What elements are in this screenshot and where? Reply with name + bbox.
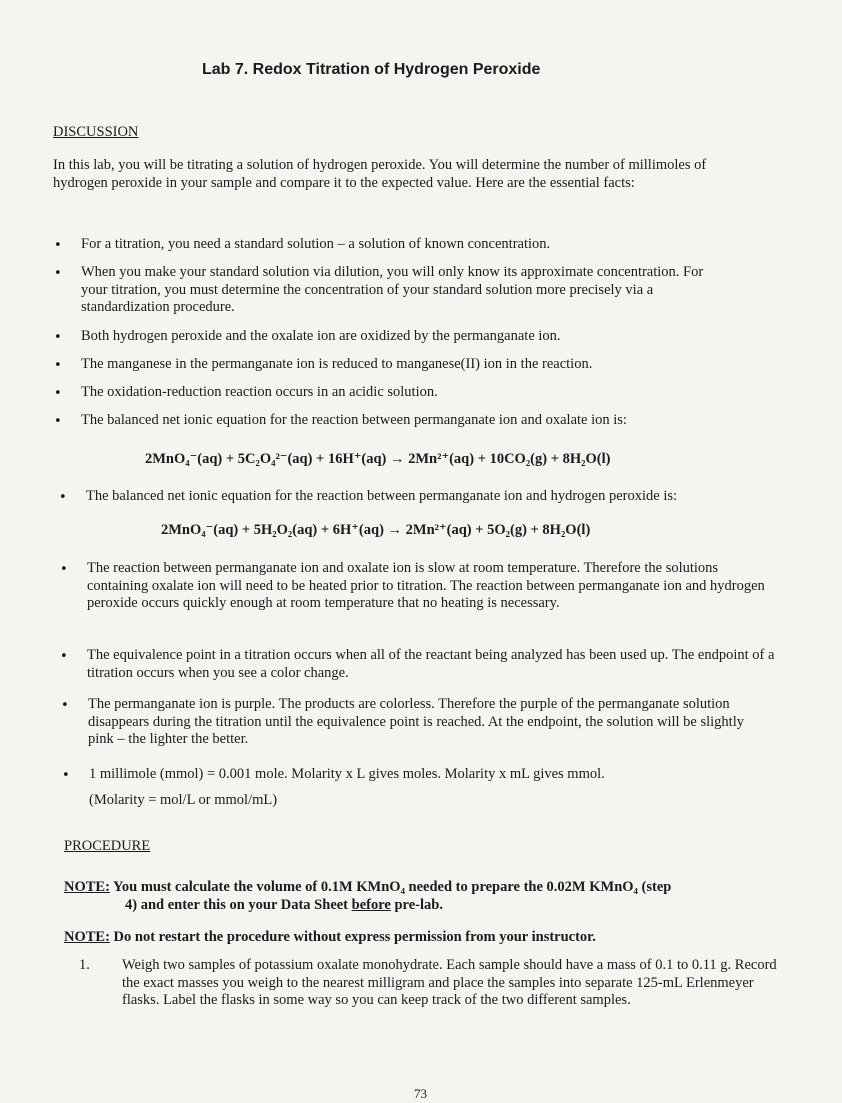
note-label: NOTE: xyxy=(64,879,110,895)
bullet-icon: • xyxy=(60,649,68,664)
note-text: 4) and enter this on your Data Sheet xyxy=(125,896,352,913)
document-title: Lab 7. Redox Titration of Hydrogen Peroxide xyxy=(202,61,541,78)
step-text: Weigh two samples of potassium oxalate monohydrate. Each sample should have a mass of 0.1 to 0.11 g. Record the exact masses you weigh to the nearest milligram and place the samples into separate 125-mL Erlenmeyer flasks. Label the flasks in some way so you can keep track of the two different samples. xyxy=(122,957,777,1008)
bullet-text: When you make your standard solution via dilution, you will only know its approximate concentration. For your titration, you must determine the concentration of your standard solution more precisely via a standardization procedure. xyxy=(81,264,704,315)
bullet-item xyxy=(61,696,760,749)
bullet-text: The permanganate ion is purple. The products are colorless. Therefore the purple of the permanganate solution disappears during the titration until the equivalence point is reached. At the endpoint, the solution will be slightly pink – the lighter the better. xyxy=(88,696,744,747)
step-number: 1. xyxy=(79,957,90,973)
bullet-item xyxy=(60,647,777,682)
note-label: NOTE: xyxy=(64,929,110,945)
bullet-item xyxy=(62,766,779,784)
note-text: Do not restart the procedure without express permission from your instructor. xyxy=(113,929,596,945)
bullet-icon: • xyxy=(61,698,69,713)
bullet-icon: • xyxy=(54,266,62,281)
bullet-text: Both hydrogen peroxide and the oxalate ion are oxidized by the permanganate ion. xyxy=(81,328,561,344)
bullet-text: The balanced net ionic equation for the reaction between permanganate ion and oxalate ion is: xyxy=(81,412,627,428)
molarity-note: (Molarity = mol/L or mmol/mL) xyxy=(89,792,278,808)
note-prelab xyxy=(64,879,784,914)
note-restart xyxy=(64,929,784,947)
bullet-text: The oxidation-reduction reaction occurs in an acidic solution. xyxy=(81,384,438,400)
page-number: 73 xyxy=(414,1086,427,1101)
bullet-text: The reaction between permanganate ion and oxalate ion is slow at room temperature. Therefore the solutions containing oxalate ion will need to be heated prior to titration. The reaction between permanganate ion and hydrogen peroxide occurs quickly enough at room temperature that no heating is necessary. xyxy=(87,560,765,611)
equation-peroxide: 2MnO₄⁻(aq) + 5H₂O₂(aq) + 6H⁺(aq) → 2Mn²⁺(aq) + 5O₂(g) + 8H₂O(l) xyxy=(161,522,591,538)
bullet-item xyxy=(54,384,771,402)
bullet-text: The balanced net ionic equation for the reaction between permanganate ion and hydrogen peroxide is: xyxy=(86,488,678,504)
bullet-item xyxy=(59,488,776,506)
bullet-icon: • xyxy=(54,414,62,429)
bullet-icon: • xyxy=(54,238,62,253)
intro-paragraph: In this lab, you will be titrating a solution of hydrogen peroxide. You will determine the number of millimoles of hydrogen peroxide in your sample and compare it to the expected value. Here are the essential facts: xyxy=(53,157,707,191)
bullet-item xyxy=(54,356,771,374)
bullet-item xyxy=(60,560,767,613)
bullet-item xyxy=(54,328,771,346)
bullet-item xyxy=(54,236,771,254)
bullet-text: 1 millimole (mmol) = 0.001 mole. Molarity x L gives moles. Molarity x mL gives mmol. xyxy=(89,766,605,782)
note-text: pre-lab. xyxy=(390,896,443,913)
note-text: You must calculate the volume of 0.1M KMnO₄ needed to prepare the 0.02M KMnO₄ (step xyxy=(113,879,672,895)
bullet-icon: • xyxy=(59,490,67,505)
bullet-icon: • xyxy=(54,330,62,345)
bullet-item xyxy=(54,264,721,317)
bullet-text: For a titration, you need a standard solution – a solution of known concentration. xyxy=(81,236,551,252)
note-emphasis: before xyxy=(351,896,391,913)
bullet-icon: • xyxy=(54,358,62,373)
bullet-text: The equivalence point in a titration occurs when all of the reactant being analyzed has been used up. The endpoint of a titration occurs when you see a color change. xyxy=(87,647,775,681)
bullet-item xyxy=(54,412,771,430)
bullet-text: The manganese in the permanganate ion is reduced to manganese(II) ion in the reaction. xyxy=(81,356,593,372)
equation-oxalate: 2MnO₄⁻(aq) + 5C₂O₄²⁻(aq) + 16H⁺(aq) → 2Mn²⁺(aq) + 10CO₂(g) + 8H₂O(l) xyxy=(145,451,611,467)
bullet-icon: • xyxy=(60,562,68,577)
bullet-icon: • xyxy=(62,768,70,783)
discussion-heading: DISCUSSION xyxy=(53,124,139,140)
bullet-icon: • xyxy=(54,386,62,401)
procedure-heading: PROCEDURE xyxy=(64,838,151,854)
